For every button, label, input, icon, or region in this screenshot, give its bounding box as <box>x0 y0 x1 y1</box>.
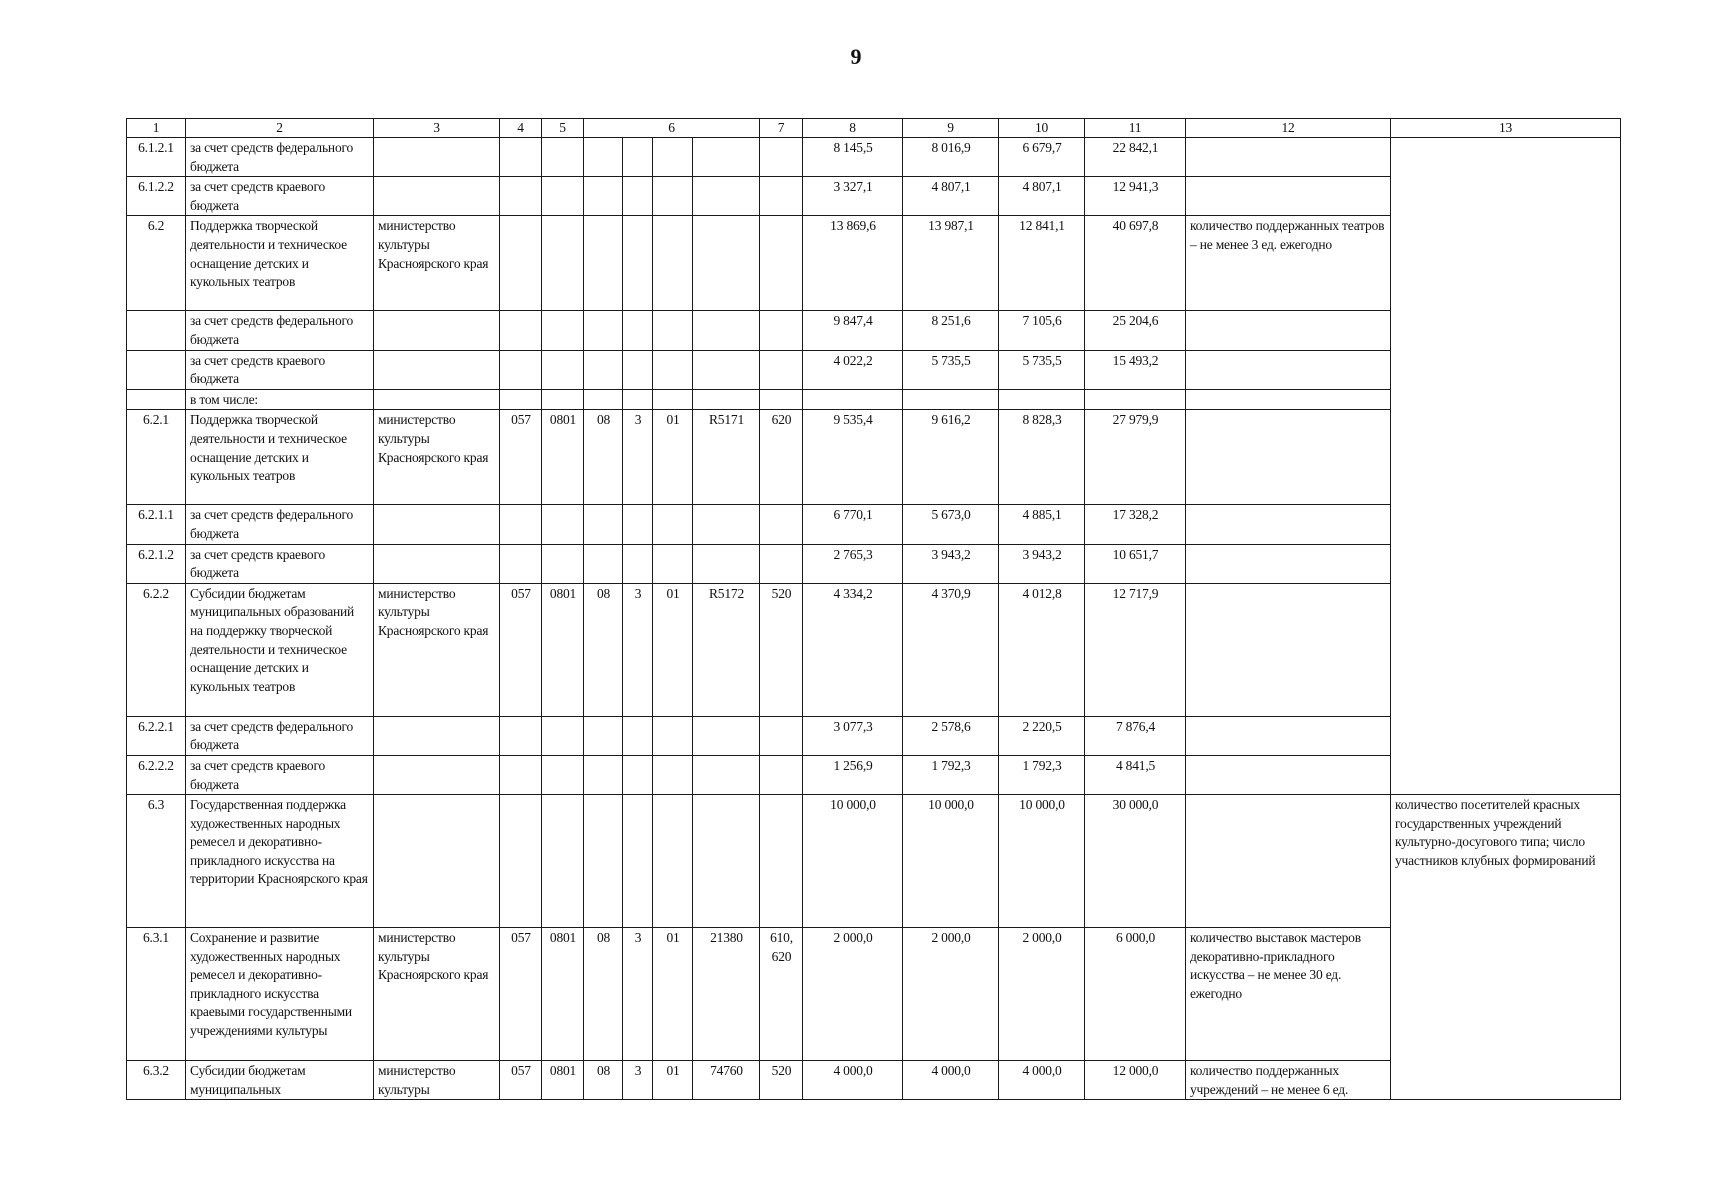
row-number: 6.1.2.1 <box>127 138 186 177</box>
header-col-7: 7 <box>760 119 803 138</box>
header-col-12: 12 <box>1186 119 1391 138</box>
row-name: Поддержка творческой деятельности и техническое оснащение детских и кукольных театров <box>186 410 374 505</box>
row-code-6b <box>623 795 653 928</box>
row-name: за счет средств федерального бюджета <box>186 311 374 350</box>
row-value-9: 10 000,0 <box>903 795 999 928</box>
row-code-7: 610, 620 <box>760 928 803 1061</box>
row-owner <box>374 350 500 389</box>
row-code-6d <box>693 177 760 216</box>
row-value-9 <box>903 389 999 410</box>
row-code-4 <box>500 138 542 177</box>
row-value-8: 6 770,1 <box>803 505 903 544</box>
row-code-5 <box>542 350 584 389</box>
row-code-4 <box>500 350 542 389</box>
row-name: Сохранение и развитие художественных народных ремесел и декоративно-прикладного искусства краевыми государственными учреждениями культуры <box>186 928 374 1061</box>
row-code-6b <box>623 716 653 755</box>
row-number: 6.1.2.2 <box>127 177 186 216</box>
row-code-5 <box>542 544 584 583</box>
row-code-7 <box>760 138 803 177</box>
program-table <box>126 118 1621 1100</box>
row-code-4 <box>500 505 542 544</box>
header-col-6: 6 <box>584 119 760 138</box>
row-code-5 <box>542 716 584 755</box>
header-col-2: 2 <box>186 119 374 138</box>
row-owner <box>374 389 500 410</box>
row-code-6a <box>584 544 623 583</box>
row-number: 6.2.2.2 <box>127 755 186 794</box>
row-name: за счет средств федерального бюджета <box>186 505 374 544</box>
row-result-12 <box>1186 716 1391 755</box>
row-result-12 <box>1186 544 1391 583</box>
row-number: 6.3.1 <box>127 928 186 1061</box>
row-code-6a <box>584 311 623 350</box>
row-value-8: 9 847,4 <box>803 311 903 350</box>
row-name: за счет средств краевого бюджета <box>186 350 374 389</box>
row-owner <box>374 505 500 544</box>
row-code-6b: 3 <box>623 410 653 505</box>
row-code-6c <box>653 505 693 544</box>
header-col-10: 10 <box>999 119 1085 138</box>
row-code-5 <box>542 216 584 311</box>
row-code-6a: 08 <box>584 410 623 505</box>
row-code-5 <box>542 795 584 928</box>
row-value-8: 8 145,5 <box>803 138 903 177</box>
row-value-11: 25 204,6 <box>1085 311 1186 350</box>
row-code-6b <box>623 311 653 350</box>
col13-cell: количество посетителей красных государственных учреждений культурно-досугового типа; число участников клубных формирований <box>1391 795 1621 1100</box>
row-code-6a: 08 <box>584 928 623 1061</box>
row-result-12: количество выставок мастеров декоративно-прикладного искусства – не менее 30 ед. ежегодно <box>1186 928 1391 1061</box>
row-code-6c <box>653 311 693 350</box>
row-code-4: 057 <box>500 1061 542 1100</box>
row-owner <box>374 795 500 928</box>
header-col-11: 11 <box>1085 119 1186 138</box>
row-code-4 <box>500 311 542 350</box>
row-value-10: 8 828,3 <box>999 410 1085 505</box>
row-result-12 <box>1186 350 1391 389</box>
row-name: за счет средств краевого бюджета <box>186 177 374 216</box>
row-code-6b: 3 <box>623 928 653 1061</box>
row-code-7 <box>760 216 803 311</box>
row-code-6d <box>693 138 760 177</box>
row-code-6b <box>623 505 653 544</box>
row-owner <box>374 311 500 350</box>
row-value-9: 4 000,0 <box>903 1061 999 1100</box>
row-code-6d <box>693 716 760 755</box>
row-code-6c <box>653 350 693 389</box>
row-value-10: 12 841,1 <box>999 216 1085 311</box>
row-code-5: 0801 <box>542 928 584 1061</box>
row-value-9: 8 251,6 <box>903 311 999 350</box>
row-value-10: 3 943,2 <box>999 544 1085 583</box>
row-owner <box>374 177 500 216</box>
row-owner: министерство культуры Красноярского края <box>374 928 500 1061</box>
row-code-6b <box>623 544 653 583</box>
row-owner <box>374 755 500 794</box>
row-value-11: 40 697,8 <box>1085 216 1186 311</box>
row-code-4: 057 <box>500 928 542 1061</box>
row-code-6c <box>653 216 693 311</box>
header-col-5: 5 <box>542 119 584 138</box>
row-number: 6.2.2.1 <box>127 716 186 755</box>
row-value-8: 4 000,0 <box>803 1061 903 1100</box>
row-code-5: 0801 <box>542 410 584 505</box>
header-col-1: 1 <box>127 119 186 138</box>
row-result-12 <box>1186 177 1391 216</box>
row-value-9: 5 673,0 <box>903 505 999 544</box>
row-owner <box>374 716 500 755</box>
row-value-9: 8 016,9 <box>903 138 999 177</box>
row-value-8: 1 256,9 <box>803 755 903 794</box>
row-code-7: 520 <box>760 583 803 716</box>
row-code-7 <box>760 350 803 389</box>
row-code-6c <box>653 138 693 177</box>
row-code-6d <box>693 216 760 311</box>
row-name: Поддержка творческой деятельности и техническое оснащение детских и кукольных театров <box>186 216 374 311</box>
row-name: за счет средств федерального бюджета <box>186 138 374 177</box>
row-value-8: 10 000,0 <box>803 795 903 928</box>
row-name: за счет средств краевого бюджета <box>186 755 374 794</box>
row-value-9: 4 370,9 <box>903 583 999 716</box>
row-code-6a <box>584 216 623 311</box>
row-code-5 <box>542 138 584 177</box>
row-code-6d <box>693 795 760 928</box>
row-value-9: 3 943,2 <box>903 544 999 583</box>
row-code-6b <box>623 389 653 410</box>
row-code-5: 0801 <box>542 1061 584 1100</box>
row-name: Субсидии бюджетам муниципальных <box>186 1061 374 1100</box>
row-code-4 <box>500 795 542 928</box>
table-row <box>127 138 1621 177</box>
row-value-11: 30 000,0 <box>1085 795 1186 928</box>
row-code-4 <box>500 544 542 583</box>
row-code-7 <box>760 795 803 928</box>
page-number: 9 <box>850 44 862 69</box>
row-number <box>127 350 186 389</box>
row-value-8: 9 535,4 <box>803 410 903 505</box>
row-owner: министерство культуры <box>374 1061 500 1100</box>
row-code-4 <box>500 755 542 794</box>
row-code-6c <box>653 177 693 216</box>
row-code-6d <box>693 755 760 794</box>
row-result-12 <box>1186 755 1391 794</box>
row-value-10: 4 012,8 <box>999 583 1085 716</box>
row-name: за счет средств федерального бюджета <box>186 716 374 755</box>
row-code-7 <box>760 544 803 583</box>
row-code-6a: 08 <box>584 583 623 716</box>
row-code-6a <box>584 389 623 410</box>
row-code-6a <box>584 177 623 216</box>
row-value-8: 2 000,0 <box>803 928 903 1061</box>
row-owner <box>374 138 500 177</box>
row-code-6a <box>584 505 623 544</box>
row-value-10: 6 679,7 <box>999 138 1085 177</box>
row-value-9: 5 735,5 <box>903 350 999 389</box>
header-row <box>127 119 1621 138</box>
row-code-6a <box>584 716 623 755</box>
row-code-6c <box>653 716 693 755</box>
row-result-12 <box>1186 505 1391 544</box>
row-number: 6.2.1 <box>127 410 186 505</box>
row-number <box>127 389 186 410</box>
row-code-7 <box>760 505 803 544</box>
row-code-6d: R5172 <box>693 583 760 716</box>
row-value-9: 13 987,1 <box>903 216 999 311</box>
row-value-8: 4 022,2 <box>803 350 903 389</box>
row-value-10: 5 735,5 <box>999 350 1085 389</box>
row-code-6a <box>584 755 623 794</box>
row-result-12 <box>1186 795 1391 928</box>
row-value-10 <box>999 389 1085 410</box>
row-code-7 <box>760 177 803 216</box>
row-code-6a: 08 <box>584 1061 623 1100</box>
row-value-11 <box>1085 389 1186 410</box>
row-code-5 <box>542 389 584 410</box>
row-code-6d <box>693 389 760 410</box>
table-row <box>127 795 1621 928</box>
row-code-7: 620 <box>760 410 803 505</box>
row-value-10: 2 000,0 <box>999 928 1085 1061</box>
row-code-7: 520 <box>760 1061 803 1100</box>
row-value-11: 12 717,9 <box>1085 583 1186 716</box>
row-code-5 <box>542 177 584 216</box>
row-value-9: 2 000,0 <box>903 928 999 1061</box>
row-value-10: 2 220,5 <box>999 716 1085 755</box>
row-owner: министерство культуры Красноярского края <box>374 410 500 505</box>
row-code-7 <box>760 716 803 755</box>
row-value-10: 1 792,3 <box>999 755 1085 794</box>
row-code-4 <box>500 389 542 410</box>
program-table-container <box>126 118 1621 1100</box>
row-code-7 <box>760 311 803 350</box>
row-result-12 <box>1186 583 1391 716</box>
row-code-6c: 01 <box>653 410 693 505</box>
row-value-10: 4 807,1 <box>999 177 1085 216</box>
row-value-11: 4 841,5 <box>1085 755 1186 794</box>
row-code-6c <box>653 544 693 583</box>
row-code-5 <box>542 311 584 350</box>
row-value-8 <box>803 389 903 410</box>
row-value-9: 4 807,1 <box>903 177 999 216</box>
row-code-4 <box>500 216 542 311</box>
row-code-6c: 01 <box>653 583 693 716</box>
row-code-6c <box>653 795 693 928</box>
row-result-12 <box>1186 410 1391 505</box>
header-col-8: 8 <box>803 119 903 138</box>
row-value-11: 15 493,2 <box>1085 350 1186 389</box>
row-value-11: 17 328,2 <box>1085 505 1186 544</box>
row-value-8: 13 869,6 <box>803 216 903 311</box>
row-value-11: 22 842,1 <box>1085 138 1186 177</box>
header-col-13: 13 <box>1391 119 1621 138</box>
row-code-6b: 3 <box>623 1061 653 1100</box>
col13-cell <box>1391 138 1621 795</box>
row-code-7 <box>760 755 803 794</box>
row-code-6c <box>653 755 693 794</box>
row-owner: министерство культуры Красноярского края <box>374 583 500 716</box>
row-value-11: 10 651,7 <box>1085 544 1186 583</box>
row-code-6b <box>623 216 653 311</box>
row-code-4: 057 <box>500 583 542 716</box>
row-value-8: 4 334,2 <box>803 583 903 716</box>
row-name: Государственная поддержка художественных народных ремесел и декоративно-прикладного искусства на территории Красноярского края <box>186 795 374 928</box>
row-code-6d <box>693 505 760 544</box>
row-code-4: 057 <box>500 410 542 505</box>
row-number: 6.2.2 <box>127 583 186 716</box>
header-col-3: 3 <box>374 119 500 138</box>
row-code-6d <box>693 311 760 350</box>
row-code-6d <box>693 544 760 583</box>
row-owner: министерство культуры Красноярского края <box>374 216 500 311</box>
row-code-6b <box>623 350 653 389</box>
row-number: 6.3.2 <box>127 1061 186 1100</box>
header-col-4: 4 <box>500 119 542 138</box>
row-code-6c <box>653 389 693 410</box>
row-code-5 <box>542 505 584 544</box>
row-number <box>127 311 186 350</box>
row-name: в том числе: <box>186 389 374 410</box>
row-code-6a <box>584 350 623 389</box>
row-value-10: 4 000,0 <box>999 1061 1085 1100</box>
row-code-5: 0801 <box>542 583 584 716</box>
row-value-11: 6 000,0 <box>1085 928 1186 1061</box>
row-code-6b: 3 <box>623 583 653 716</box>
row-owner <box>374 544 500 583</box>
row-code-6b <box>623 138 653 177</box>
row-code-6c: 01 <box>653 1061 693 1100</box>
row-value-9: 2 578,6 <box>903 716 999 755</box>
row-value-10: 7 105,6 <box>999 311 1085 350</box>
row-value-11: 27 979,9 <box>1085 410 1186 505</box>
row-name: за счет средств краевого бюджета <box>186 544 374 583</box>
row-code-6b <box>623 177 653 216</box>
row-result-12 <box>1186 138 1391 177</box>
row-result-12: количество поддержанных театров – не менее 3 ед. ежегодно <box>1186 216 1391 311</box>
row-value-11: 12 000,0 <box>1085 1061 1186 1100</box>
row-value-10: 10 000,0 <box>999 795 1085 928</box>
row-code-4 <box>500 177 542 216</box>
row-code-5 <box>542 755 584 794</box>
row-value-8: 3 327,1 <box>803 177 903 216</box>
row-code-6a <box>584 795 623 928</box>
row-result-12 <box>1186 311 1391 350</box>
row-value-9: 1 792,3 <box>903 755 999 794</box>
row-name: Субсидии бюджетам муниципальных образований на поддержку творческой деятельности и техническое оснащение детских и кукольных театров <box>186 583 374 716</box>
row-number: 6.2.1.1 <box>127 505 186 544</box>
row-code-6d: R5171 <box>693 410 760 505</box>
row-code-6b <box>623 755 653 794</box>
row-code-6d <box>693 350 760 389</box>
row-value-11: 7 876,4 <box>1085 716 1186 755</box>
row-code-6d: 21380 <box>693 928 760 1061</box>
row-code-6c: 01 <box>653 928 693 1061</box>
row-number: 6.2.1.2 <box>127 544 186 583</box>
row-value-8: 2 765,3 <box>803 544 903 583</box>
row-value-9: 9 616,2 <box>903 410 999 505</box>
row-value-10: 4 885,1 <box>999 505 1085 544</box>
row-value-11: 12 941,3 <box>1085 177 1186 216</box>
row-number: 6.2 <box>127 216 186 311</box>
row-number: 6.3 <box>127 795 186 928</box>
row-result-12: количество поддержанных учреждений – не менее 6 ед. <box>1186 1061 1391 1100</box>
row-code-6d: 74760 <box>693 1061 760 1100</box>
row-result-12 <box>1186 389 1391 410</box>
row-code-6a <box>584 138 623 177</box>
row-value-8: 3 077,3 <box>803 716 903 755</box>
header-col-9: 9 <box>903 119 999 138</box>
row-code-4 <box>500 716 542 755</box>
row-code-7 <box>760 389 803 410</box>
